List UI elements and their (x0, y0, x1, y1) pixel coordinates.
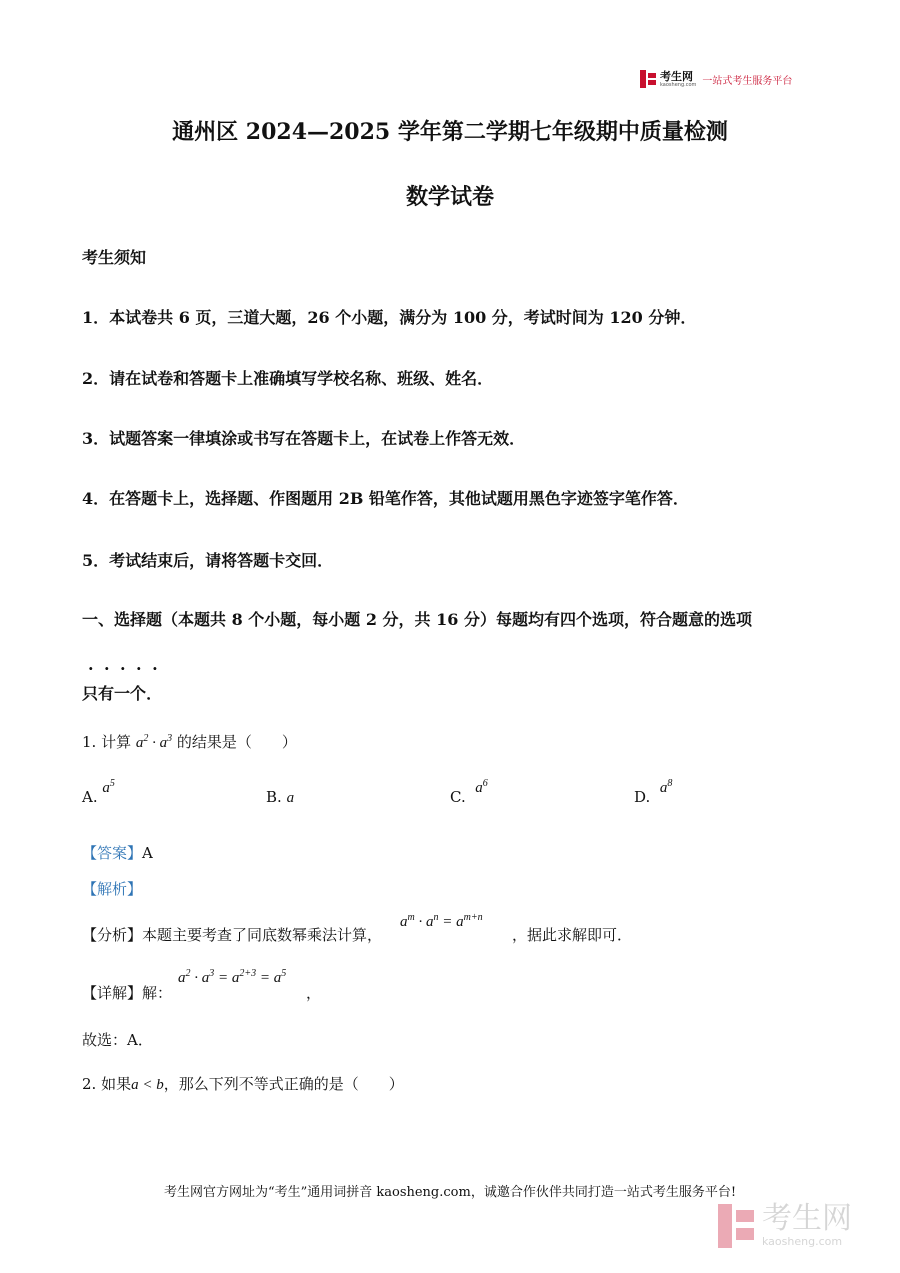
notice-item-3: 3．试题答案一律填涂或书写在答题卡上，在试卷上作答无效． (82, 429, 526, 448)
q1-suffix: 的结果是（ ） (176, 733, 297, 751)
q1-detail: 【详解】解： (82, 984, 173, 1002)
page-subtitle: 数学试卷 (405, 184, 494, 210)
question-2: 2. 如果a < b，那么下列不等式正确的是（ ） (82, 1075, 404, 1093)
emphasis-char: 只 (82, 684, 99, 703)
q1-expression: $a^2 \cdot a^3$ (135, 733, 173, 751)
section-heading-emphasis (82, 681, 162, 704)
notice-heading: 考生须知 (82, 248, 147, 267)
q1-conclusion: 故选：A． (82, 1031, 153, 1049)
emphasis-char: 有 (98, 684, 115, 703)
q1-prefix: 1. 计算 (82, 733, 132, 751)
notice-item-5: 5．考试结束后，请将答题卡交回． (82, 551, 334, 570)
brand-domain: kaosheng.com (660, 81, 697, 88)
brand-name: 考生网 (660, 69, 693, 83)
brand-header (640, 70, 792, 88)
q1-fenxi: 【分析】本题主要考查了同底数幂乘法计算， (82, 926, 383, 944)
q1-detail-formula: $a^2 \cdot a^3 = a^{2+3} = a^5$ (178, 968, 287, 986)
section-heading: 一、选择题（本题共 8 个小题，每小题 2 分，共 16 分）每题均有四个选项，符合题意的选项 (82, 610, 752, 629)
emphasis-char: 个 (130, 684, 147, 703)
footer-text: 考生网官方网址为“考生”通用词拼音 kaosheng.com，诚邀合作伙伴共同打造一站式考生服务平台! (163, 1185, 737, 1200)
notice-item-1: 1．本试卷共 6 页，三道大题，26 个小题，满分为 100 分，考试时间为 120 分钟． (82, 308, 697, 327)
q1-option-a: A. $a^5$ (82, 778, 115, 806)
answer-value: A (142, 844, 153, 862)
q1-analysis-tag: 【解析】 (82, 880, 143, 898)
watermark-domain: kaosheng.com (762, 1235, 843, 1248)
emphasis-end: · ． (146, 681, 162, 704)
brand-text (660, 71, 696, 88)
q1-fenxi-formula: $a^m \cdot a^n = a^{m+n}$ (400, 912, 483, 930)
notice-item-4: 4．在答题卡上，选择题、作图题用 2B 铅笔作答，其他试题用黑色字迹签字笔作答． (82, 489, 689, 508)
q1-answer (82, 842, 153, 863)
q1-option-d: D. $a^8$ (634, 778, 673, 806)
kaosheng-logo-icon (640, 70, 656, 88)
page-title: 通州区 2024—2025 学年第二学期七年级期中质量检测 (172, 119, 728, 145)
q1-option-c: C. $a^6$ (450, 778, 488, 806)
emphasis-char: 一 (114, 684, 131, 703)
watermark-name: 考生网 (762, 1201, 852, 1236)
notice-item-2: 2．请在试卷和答题卡上准确填写学校名称、班级、姓名． (82, 369, 494, 388)
q1-fenxi-end: ，据此求解即可． (512, 926, 633, 944)
answer-tag: 【答案】 (82, 844, 143, 862)
q1-option-b: B. a (266, 788, 295, 806)
question-1 (82, 731, 297, 752)
brand-slogan: 一站式考生服务平台 (702, 75, 793, 87)
watermark (718, 1203, 852, 1248)
q1-detail-end: ， (306, 984, 322, 1002)
q2-condition: a < b (131, 1077, 164, 1093)
watermark-logo-icon (718, 1204, 754, 1248)
